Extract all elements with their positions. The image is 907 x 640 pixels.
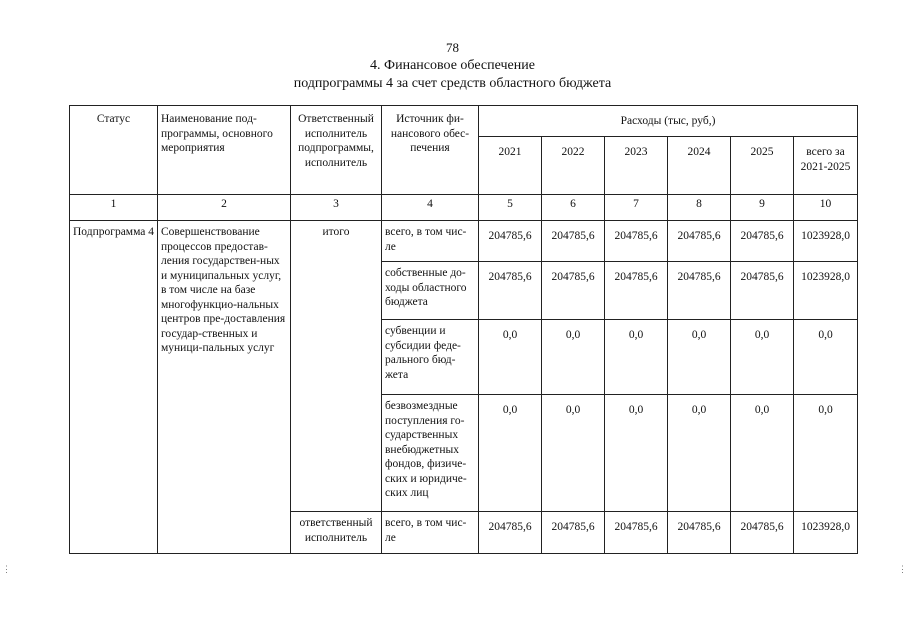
scan-edge-mark-right: ⋮: [898, 564, 907, 574]
value-cell: 204785,6: [479, 512, 542, 554]
col-index: 9: [731, 195, 794, 221]
status-cell: Подпрограмма 4: [70, 221, 158, 554]
header-total: всего за 2021-2025: [794, 137, 858, 195]
executor-cell: ответственный исполнитель: [291, 512, 382, 554]
value-cell: 0,0: [731, 320, 794, 395]
header-year-2022: 2022: [542, 137, 605, 195]
col-index: 2: [158, 195, 291, 221]
value-cell: 0,0: [731, 395, 794, 512]
col-index: 5: [479, 195, 542, 221]
col-index: 7: [605, 195, 668, 221]
col-index: 3: [291, 195, 382, 221]
value-cell: 204785,6: [605, 512, 668, 554]
header-status: Статус: [70, 106, 158, 195]
source-cell: собственные до-ходы областного бюджета: [382, 262, 479, 320]
value-cell: 204785,6: [668, 221, 731, 262]
value-cell: 204785,6: [668, 262, 731, 320]
header-year-2024: 2024: [668, 137, 731, 195]
source-cell: всего, в том чис-ле: [382, 512, 479, 554]
value-cell: 0,0: [479, 395, 542, 512]
financing-table: [69, 105, 858, 554]
column-index-row: [70, 195, 858, 221]
value-cell: 204785,6: [479, 262, 542, 320]
value-cell: 204785,6: [731, 262, 794, 320]
executor-cell: итого: [291, 221, 382, 512]
value-cell: 0,0: [542, 395, 605, 512]
value-cell: 204785,6: [731, 512, 794, 554]
table-row: [70, 221, 858, 262]
total-cell: 0,0: [794, 395, 858, 512]
header-expenses: Расходы (тыс, руб,): [479, 106, 858, 137]
col-index: 1: [70, 195, 158, 221]
total-cell: 1023928,0: [794, 262, 858, 320]
section-title: 4. Финансовое обеспечение: [370, 58, 535, 73]
page-number: 78: [446, 40, 459, 55]
value-cell: 204785,6: [605, 262, 668, 320]
value-cell: 204785,6: [542, 512, 605, 554]
value-cell: 204785,6: [668, 512, 731, 554]
header-year-2025: 2025: [731, 137, 794, 195]
source-cell: всего, в том чис-ле: [382, 221, 479, 262]
value-cell: 0,0: [605, 320, 668, 395]
header-executor: Ответственный исполнитель подпрограммы, исполнитель: [291, 106, 382, 195]
value-cell: 0,0: [479, 320, 542, 395]
col-index: 10: [794, 195, 858, 221]
value-cell: 204785,6: [542, 262, 605, 320]
value-cell: 204785,6: [731, 221, 794, 262]
value-cell: 0,0: [668, 395, 731, 512]
section-subtitle: подпрограммы 4 за счет средств областного бюджета: [293, 76, 612, 91]
header-year-2021: 2021: [479, 137, 542, 195]
header-row-1: [70, 106, 858, 137]
value-cell: 204785,6: [605, 221, 668, 262]
header-year-2023: 2023: [605, 137, 668, 195]
col-index: 6: [542, 195, 605, 221]
source-cell: субвенции и субсидии феде-рального бюд-жета: [382, 320, 479, 395]
value-cell: 204785,6: [479, 221, 542, 262]
total-cell: 1023928,0: [794, 221, 858, 262]
value-cell: 0,0: [542, 320, 605, 395]
col-index: 4: [382, 195, 479, 221]
total-cell: 1023928,0: [794, 512, 858, 554]
source-cell: безвозмездные поступления го-сударственных внебюджетных фондов, физиче-ских и юридиче-ских лиц: [382, 395, 479, 512]
header-name: Наименование под-программы, основного мероприятия: [158, 106, 291, 195]
value-cell: 204785,6: [542, 221, 605, 262]
value-cell: 0,0: [668, 320, 731, 395]
subprogram-name-cell: Совершенствование процессов предостав-ления государствен-ных и муниципальных услуг, в том числе на базе многофункцио-нальных центров пре-доставления государ-ственных и муници-пальных услуг: [158, 221, 291, 554]
header-source: Источник фи-нансового обес-печения: [382, 106, 479, 195]
total-cell: 0,0: [794, 320, 858, 395]
value-cell: 0,0: [605, 395, 668, 512]
scan-edge-mark-left: ⋮: [2, 564, 11, 574]
col-index: 8: [668, 195, 731, 221]
